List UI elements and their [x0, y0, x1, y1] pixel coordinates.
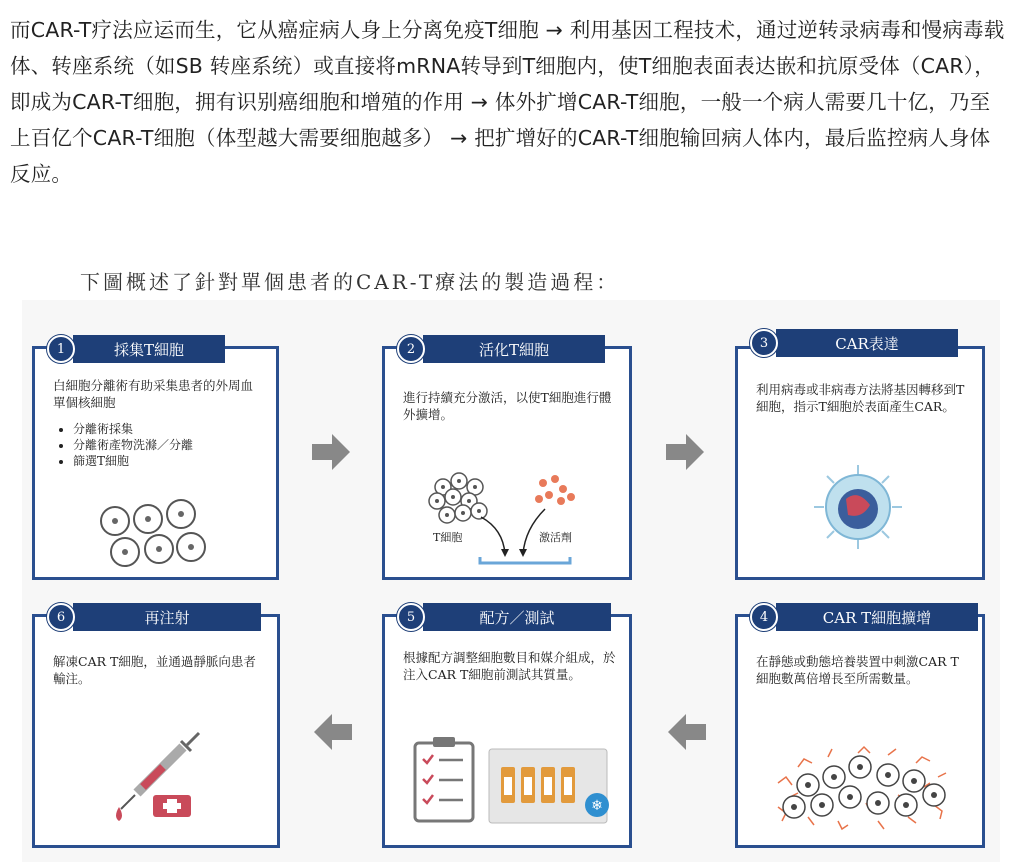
step-label: 配方／測試	[423, 603, 611, 631]
testing-illustration	[385, 617, 629, 845]
step-number: 4	[750, 603, 778, 631]
t-cell-label: T細胞	[433, 531, 463, 544]
step-label: CAR表達	[776, 329, 958, 357]
step-card-5	[382, 608, 632, 848]
svg-text:❄: ❄	[591, 798, 603, 814]
step-description: 在靜態或動態培養裝置中刺激CAR T細胞數萬倍增長至所需數量。	[756, 654, 959, 686]
arrow-right-icon	[312, 432, 352, 472]
t-cells-illustration	[35, 349, 276, 577]
step-description-text: 白細胞分離術有助采集患者的外周血單個核細胞	[53, 378, 254, 410]
step-number: 3	[750, 329, 778, 357]
step-card-2	[382, 340, 632, 580]
step-card-6	[32, 608, 280, 848]
activation-illustration	[385, 349, 629, 577]
step-card-3	[735, 334, 985, 580]
step-description: 根據配方調整細胞數目和媒介組成，於注入CAR T細胞前測試其質量。	[403, 650, 616, 682]
bullet-item: • 篩選T細胞	[73, 453, 264, 469]
step-card-4	[735, 608, 985, 848]
step-label: 再注射	[73, 603, 261, 631]
activator-label: 激活劑	[539, 531, 572, 544]
step-label: CAR T細胞擴增	[776, 603, 978, 631]
step-description: 解凍CAR T細胞，並通過靜脈向患者輸注。	[53, 654, 256, 686]
intro-paragraph: 而CAR-T疗法应运而生，它从癌症病人身上分离免疫T细胞 → 利用基因工程技术，通过逆转录病毒和慢病毒载体、转座系统（如SB 转座系统）或直接将mRNA转导到T细胞内，使T细胞表面表达嵌和抗原受体（CAR），即成为CAR-T细胞，拥有识别癌细胞和增殖的作用 → 体外扩增CAR-T细胞，一般一个病人需要几十亿，乃至上百亿个CAR-T细胞（体型越大需要细胞越多） → 把扩增好的CAR-T细胞输回病人体内，最后监控病人身体反应。	[10, 18, 1005, 186]
bullet-item: • 分離術產物洗滌／分離	[73, 437, 264, 453]
step-label: 採集T細胞	[73, 335, 225, 363]
syringe-icon	[35, 617, 277, 845]
arrow-right-icon	[666, 432, 706, 472]
step-number: 5	[397, 603, 425, 631]
step-description: 進行持續充分激活，以使T細胞進行體外擴增。	[403, 390, 612, 422]
step-number: 2	[397, 335, 425, 363]
bullet-item: • 分離術採集	[73, 421, 264, 437]
arrow-left-icon	[312, 712, 352, 752]
step-description: 利用病毒或非病毒方法將基因轉移到T細胞，指示T細胞於表面產生CAR。	[756, 382, 965, 414]
figure-title: 下圖概述了針對單個患者的CAR-T療法的製造過程：	[80, 270, 620, 294]
car-t-cell-icon	[738, 349, 982, 577]
step-number: 1	[47, 335, 75, 363]
arrow-left-icon	[666, 712, 706, 752]
step-label: 活化T細胞	[423, 335, 605, 363]
step-card-1	[32, 340, 279, 580]
step-number: 6	[47, 603, 75, 631]
expansion-illustration	[738, 617, 982, 845]
